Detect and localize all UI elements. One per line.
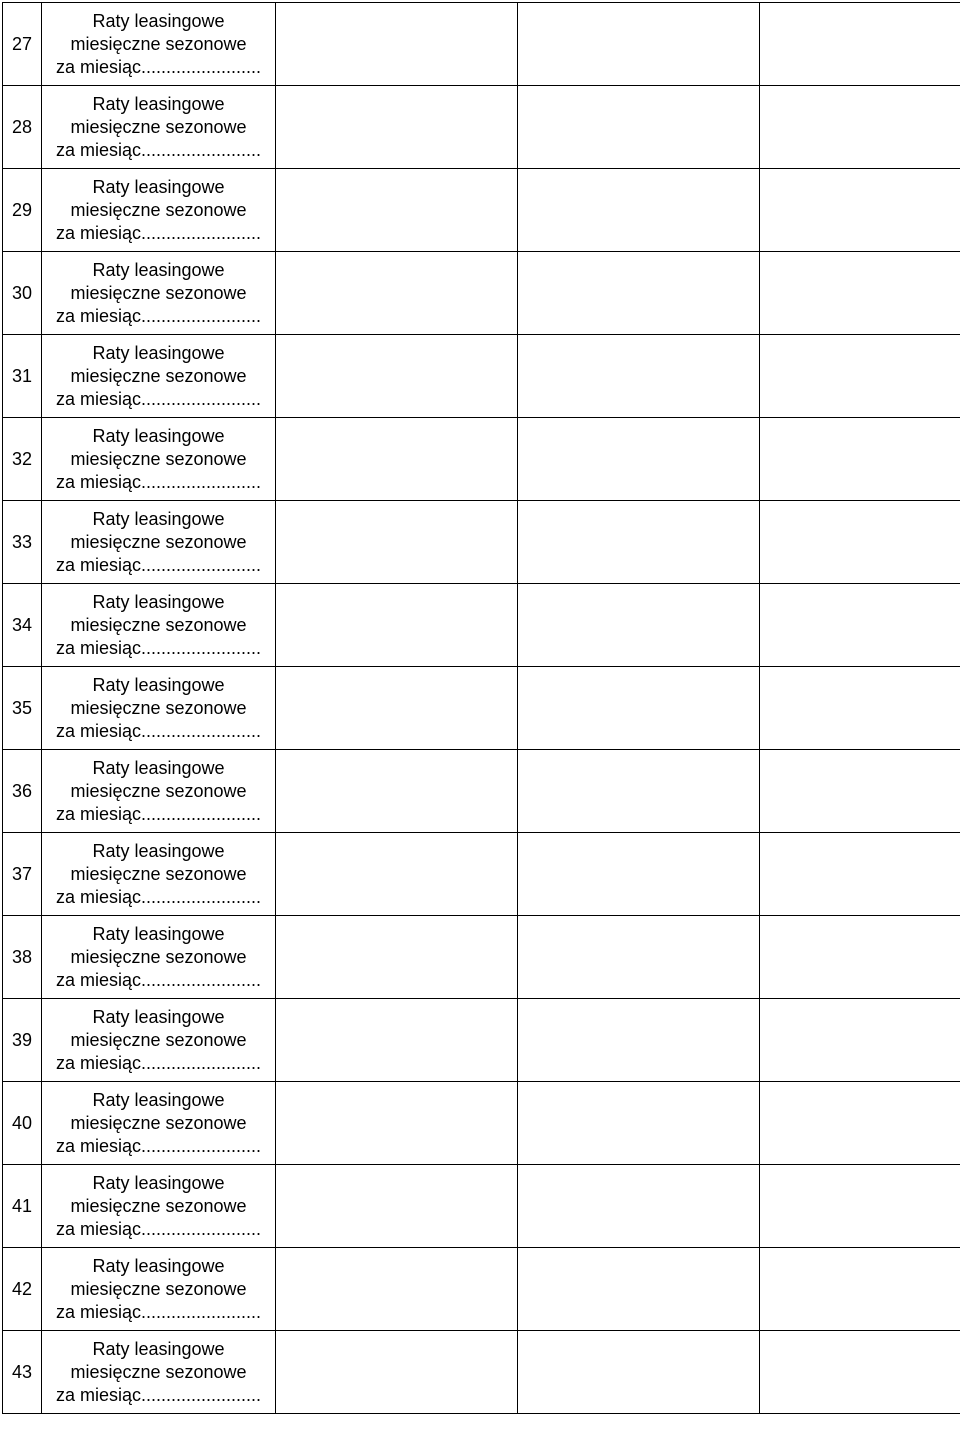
empty-cell[interactable] — [276, 916, 518, 999]
description-line: Raty leasingowe — [92, 10, 225, 31]
empty-cell[interactable] — [760, 1082, 960, 1165]
table-row — [3, 3, 960, 86]
description-line: za miesiąc........................ — [55, 1301, 262, 1322]
empty-cell[interactable] — [760, 833, 960, 916]
table-row — [3, 1082, 960, 1165]
table-row — [3, 667, 960, 750]
description-line: miesięczne sezonowe — [70, 1361, 247, 1382]
table-row — [3, 86, 960, 169]
table-row — [3, 335, 960, 418]
empty-cell[interactable] — [518, 584, 760, 667]
description-line: za miesiąc........................ — [55, 637, 262, 658]
description-line: za miesiąc........................ — [55, 1218, 262, 1239]
description-line: Raty leasingowe — [92, 1006, 225, 1027]
table-row — [3, 584, 960, 667]
empty-cell[interactable] — [276, 667, 518, 750]
description-line: Raty leasingowe — [92, 1172, 225, 1193]
row-number: 40 — [3, 1082, 42, 1165]
description-line: Raty leasingowe — [92, 93, 225, 114]
empty-cell[interactable] — [518, 501, 760, 584]
empty-cell[interactable] — [760, 750, 960, 833]
row-number: 42 — [3, 1248, 42, 1331]
empty-cell[interactable] — [518, 1082, 760, 1165]
row-description — [42, 3, 276, 86]
empty-cell[interactable] — [518, 1165, 760, 1248]
table-row — [3, 418, 960, 501]
row-description — [42, 833, 276, 916]
empty-cell[interactable] — [760, 501, 960, 584]
description-line: za miesiąc........................ — [55, 222, 262, 243]
description-line: za miesiąc........................ — [55, 969, 262, 990]
description-line: miesięczne sezonowe — [70, 863, 247, 884]
empty-cell[interactable] — [760, 252, 960, 335]
empty-cell[interactable] — [276, 1165, 518, 1248]
row-description — [42, 916, 276, 999]
row-number: 28 — [3, 86, 42, 169]
empty-cell[interactable] — [276, 584, 518, 667]
row-number: 33 — [3, 501, 42, 584]
description-line: za miesiąc........................ — [55, 388, 262, 409]
empty-cell[interactable] — [276, 501, 518, 584]
description-line: za miesiąc........................ — [55, 1052, 262, 1073]
description-line: miesięczne sezonowe — [70, 1112, 247, 1133]
description-line: za miesiąc........................ — [55, 471, 262, 492]
row-description — [42, 750, 276, 833]
description-line: za miesiąc........................ — [55, 139, 262, 160]
table-row — [3, 1165, 960, 1248]
empty-cell[interactable] — [276, 418, 518, 501]
description-line: Raty leasingowe — [92, 674, 225, 695]
description-line: za miesiąc........................ — [55, 1384, 262, 1405]
empty-cell[interactable] — [760, 916, 960, 999]
empty-cell[interactable] — [760, 169, 960, 252]
description-line: Raty leasingowe — [92, 259, 225, 280]
row-number: 32 — [3, 418, 42, 501]
empty-cell[interactable] — [276, 169, 518, 252]
row-description — [42, 252, 276, 335]
empty-cell[interactable] — [276, 252, 518, 335]
row-number: 41 — [3, 1165, 42, 1248]
table-row — [3, 999, 960, 1082]
empty-cell[interactable] — [518, 418, 760, 501]
row-number: 39 — [3, 999, 42, 1082]
empty-cell[interactable] — [518, 999, 760, 1082]
description-line: miesięczne sezonowe — [70, 282, 247, 303]
description-line: miesięczne sezonowe — [70, 448, 247, 469]
description-line: miesięczne sezonowe — [70, 531, 247, 552]
empty-cell[interactable] — [276, 335, 518, 418]
empty-cell[interactable] — [276, 999, 518, 1082]
lease-installments-table — [2, 2, 960, 1414]
row-description — [42, 584, 276, 667]
empty-cell[interactable] — [276, 1248, 518, 1331]
row-description — [42, 999, 276, 1082]
description-line: Raty leasingowe — [92, 923, 225, 944]
row-number: 35 — [3, 667, 42, 750]
description-line: miesięczne sezonowe — [70, 1278, 247, 1299]
empty-cell[interactable] — [518, 169, 760, 252]
description-line: miesięczne sezonowe — [70, 199, 247, 220]
description-line: miesięczne sezonowe — [70, 780, 247, 801]
description-line: za miesiąc........................ — [55, 305, 262, 326]
row-number: 34 — [3, 584, 42, 667]
empty-cell[interactable] — [518, 750, 760, 833]
description-line: miesięczne sezonowe — [70, 697, 247, 718]
empty-cell[interactable] — [276, 86, 518, 169]
empty-cell[interactable] — [760, 667, 960, 750]
row-number: 38 — [3, 916, 42, 999]
row-description — [42, 1248, 276, 1331]
table-row — [3, 1248, 960, 1331]
description-line: Raty leasingowe — [92, 508, 225, 529]
description-line: miesięczne sezonowe — [70, 1195, 247, 1216]
description-line: za miesiąc........................ — [55, 886, 262, 907]
description-line: Raty leasingowe — [92, 757, 225, 778]
row-number: 29 — [3, 169, 42, 252]
empty-cell[interactable] — [518, 916, 760, 999]
row-description — [42, 1165, 276, 1248]
empty-cell[interactable] — [276, 1331, 518, 1414]
table-row — [3, 252, 960, 335]
table-row — [3, 1331, 960, 1414]
description-line: za miesiąc........................ — [55, 56, 262, 77]
empty-cell[interactable] — [518, 86, 760, 169]
description-line: miesięczne sezonowe — [70, 614, 247, 635]
empty-cell[interactable] — [276, 3, 518, 86]
empty-cell[interactable] — [518, 252, 760, 335]
table-row — [3, 169, 960, 252]
row-description — [42, 335, 276, 418]
row-description — [42, 418, 276, 501]
description-line: miesięczne sezonowe — [70, 116, 247, 137]
description-line: miesięczne sezonowe — [70, 1029, 247, 1050]
description-line: Raty leasingowe — [92, 591, 225, 612]
empty-cell[interactable] — [276, 833, 518, 916]
description-line: miesięczne sezonowe — [70, 946, 247, 967]
row-description — [42, 1331, 276, 1414]
row-number: 37 — [3, 833, 42, 916]
empty-cell[interactable] — [518, 1331, 760, 1414]
description-line: Raty leasingowe — [92, 425, 225, 446]
empty-cell[interactable] — [518, 667, 760, 750]
empty-cell[interactable] — [760, 86, 960, 169]
row-number: 31 — [3, 335, 42, 418]
empty-cell[interactable] — [760, 418, 960, 501]
description-line: Raty leasingowe — [92, 1338, 225, 1359]
empty-cell[interactable] — [276, 750, 518, 833]
empty-cell[interactable] — [518, 3, 760, 86]
lease-table-body — [3, 3, 960, 1414]
description-line: miesięczne sezonowe — [70, 33, 247, 54]
table-row — [3, 750, 960, 833]
row-description — [42, 1082, 276, 1165]
empty-cell[interactable] — [518, 1248, 760, 1331]
description-line: za miesiąc........................ — [55, 554, 262, 575]
empty-cell[interactable] — [276, 1082, 518, 1165]
table-row — [3, 501, 960, 584]
description-line: miesięczne sezonowe — [70, 365, 247, 386]
row-number: 36 — [3, 750, 42, 833]
row-description — [42, 169, 276, 252]
row-description — [42, 86, 276, 169]
row-description — [42, 667, 276, 750]
description-line: za miesiąc........................ — [55, 803, 262, 824]
row-description — [42, 501, 276, 584]
description-line: Raty leasingowe — [92, 176, 225, 197]
table-row — [3, 916, 960, 999]
table-row — [3, 833, 960, 916]
row-number: 30 — [3, 252, 42, 335]
description-line: Raty leasingowe — [92, 1255, 225, 1276]
empty-cell[interactable] — [518, 833, 760, 916]
empty-cell[interactable] — [760, 3, 960, 86]
description-line: Raty leasingowe — [92, 840, 225, 861]
description-line: za miesiąc........................ — [55, 720, 262, 741]
empty-cell[interactable] — [760, 1248, 960, 1331]
empty-cell[interactable] — [760, 999, 960, 1082]
description-line: za miesiąc........................ — [55, 1135, 262, 1156]
empty-cell[interactable] — [760, 1331, 960, 1414]
empty-cell[interactable] — [760, 1165, 960, 1248]
description-line: Raty leasingowe — [92, 342, 225, 363]
row-number: 27 — [3, 3, 42, 86]
empty-cell[interactable] — [760, 584, 960, 667]
description-line: Raty leasingowe — [92, 1089, 225, 1110]
empty-cell[interactable] — [518, 335, 760, 418]
row-number: 43 — [3, 1331, 42, 1414]
empty-cell[interactable] — [760, 335, 960, 418]
